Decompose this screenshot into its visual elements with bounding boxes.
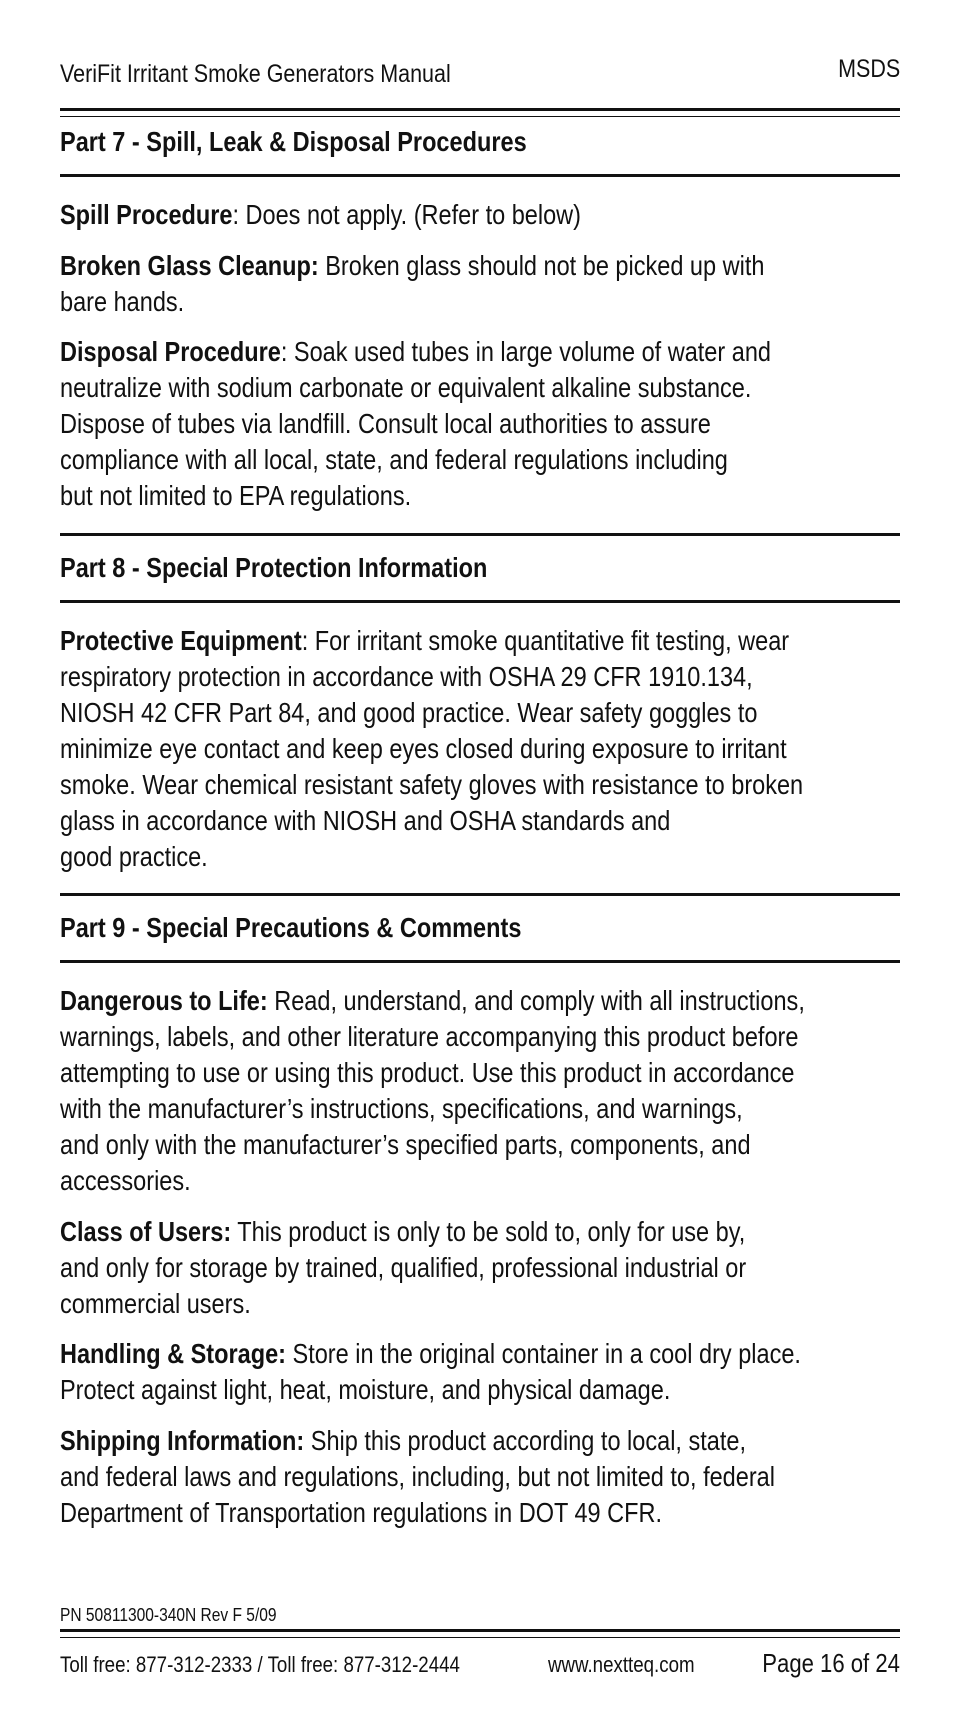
part9-top-divider bbox=[60, 893, 900, 896]
danger-text-line2: warnings, labels, and other literature accompanying this product before bbox=[60, 1021, 799, 1052]
equipment-text-line5: smoke. Wear chemical resistant safety gloves with resistance to broken bbox=[60, 769, 804, 800]
equipment-text-line7: good practice. bbox=[60, 841, 208, 872]
glass-text-line2: bare hands. bbox=[60, 286, 185, 317]
disposal-text-line3: Dispose of tubes via landfill. Consult local authorities to assure bbox=[60, 408, 711, 439]
part8-top-divider bbox=[60, 533, 900, 536]
section-label: MSDS bbox=[837, 55, 900, 83]
part9-divider bbox=[60, 960, 900, 963]
disposal-text-line4: compliance with all local, state, and federal regulations including bbox=[60, 444, 728, 475]
disposal-text: : Soak used tubes in large volume of water and bbox=[280, 336, 771, 367]
part-number: PN 50811300-340N Rev F 5/09 bbox=[60, 1604, 277, 1625]
part7-divider bbox=[60, 174, 900, 177]
danger-text-line3: attempting to use or using this product. Use this product in accordance bbox=[60, 1057, 795, 1088]
spill-text: : Does not apply. (Refer to below) bbox=[232, 199, 581, 230]
page-header bbox=[60, 55, 900, 89]
equipment-text-line6: glass in accordance with NIOSH and OSHA standards and bbox=[60, 805, 671, 836]
part8-divider bbox=[60, 600, 900, 603]
handling-label: Handling & Storage: bbox=[60, 1338, 286, 1369]
glass-text: Broken glass should not be picked up with bbox=[318, 250, 765, 281]
header-divider bbox=[60, 108, 900, 117]
danger-text-line6: accessories. bbox=[60, 1165, 191, 1196]
danger-text-line4: with the manufacturer’s instructions, specifications, and warnings, bbox=[60, 1093, 743, 1124]
users-text-line2: and only for storage by trained, qualified, professional industrial or bbox=[60, 1252, 747, 1283]
protective-equipment bbox=[60, 623, 915, 875]
disposal-text-line5: but not limited to EPA regulations. bbox=[60, 480, 412, 511]
broken-glass-cleanup bbox=[60, 248, 915, 320]
shipping-text-line2: and federal laws and regulations, including, but not limited to, federal bbox=[60, 1461, 775, 1492]
part8-heading: Part 8 - Special Protection Information bbox=[60, 552, 488, 583]
equipment-text: : For irritant smoke quantitative fit testing, wear bbox=[301, 625, 790, 656]
shipping-text: Ship this product according to local, state, bbox=[304, 1425, 747, 1456]
equipment-label: Protective Equipment bbox=[60, 625, 302, 656]
shipping-text-line3: Department of Transportation regulations in DOT 49 CFR. bbox=[60, 1497, 663, 1528]
dangerous-to-life bbox=[60, 983, 915, 1199]
disposal-text-line2: neutralize with sodium carbonate or equivalent alkaline substance. bbox=[60, 372, 752, 403]
disposal-label: Disposal Procedure bbox=[60, 336, 281, 367]
shipping-information bbox=[60, 1423, 915, 1531]
manual-title: VeriFit Irritant Smoke Generators Manual bbox=[60, 60, 451, 88]
class-of-users bbox=[60, 1214, 915, 1322]
handling-storage bbox=[60, 1336, 915, 1408]
part7-heading: Part 7 - Spill, Leak & Disposal Procedures bbox=[60, 126, 527, 157]
spill-procedure bbox=[60, 197, 915, 233]
footer-divider bbox=[60, 1629, 900, 1638]
handling-text: Store in the original container in a cool dry place. bbox=[285, 1338, 801, 1369]
users-text-line3: commercial users. bbox=[60, 1288, 251, 1319]
website-link[interactable]: www.nextteq.com bbox=[548, 1652, 695, 1677]
danger-text-line5: and only with the manufacturer’s specified parts, components, and bbox=[60, 1129, 751, 1160]
spill-label: Spill Procedure bbox=[60, 199, 233, 230]
glass-label: Broken Glass Cleanup: bbox=[60, 250, 319, 281]
users-text: This product is only to be sold to, only for use by, bbox=[231, 1216, 746, 1247]
toll-free-phones: Toll free: 877-312-2333 / Toll free: 877-312-2444 bbox=[60, 1652, 460, 1677]
danger-text: Read, understand, and comply with all instructions, bbox=[267, 985, 805, 1016]
equipment-text-line4: minimize eye contact and keep eyes closed during exposure to irritant bbox=[60, 733, 787, 764]
users-label: Class of Users: bbox=[60, 1216, 232, 1247]
shipping-label: Shipping Information: bbox=[60, 1425, 305, 1456]
equipment-text-line2: respiratory protection in accordance with OSHA 29 CFR 1910.134, bbox=[60, 661, 753, 692]
page-number: Page 16 of 24 bbox=[762, 1648, 900, 1678]
danger-label: Dangerous to Life: bbox=[60, 985, 268, 1016]
disposal-procedure bbox=[60, 334, 915, 514]
part9-heading: Part 9 - Special Precautions & Comments bbox=[60, 912, 522, 943]
equipment-text-line3: NIOSH 42 CFR Part 84, and good practice. Wear safety goggles to bbox=[60, 697, 758, 728]
handling-text-line2: Protect against light, heat, moisture, and physical damage. bbox=[60, 1374, 671, 1405]
